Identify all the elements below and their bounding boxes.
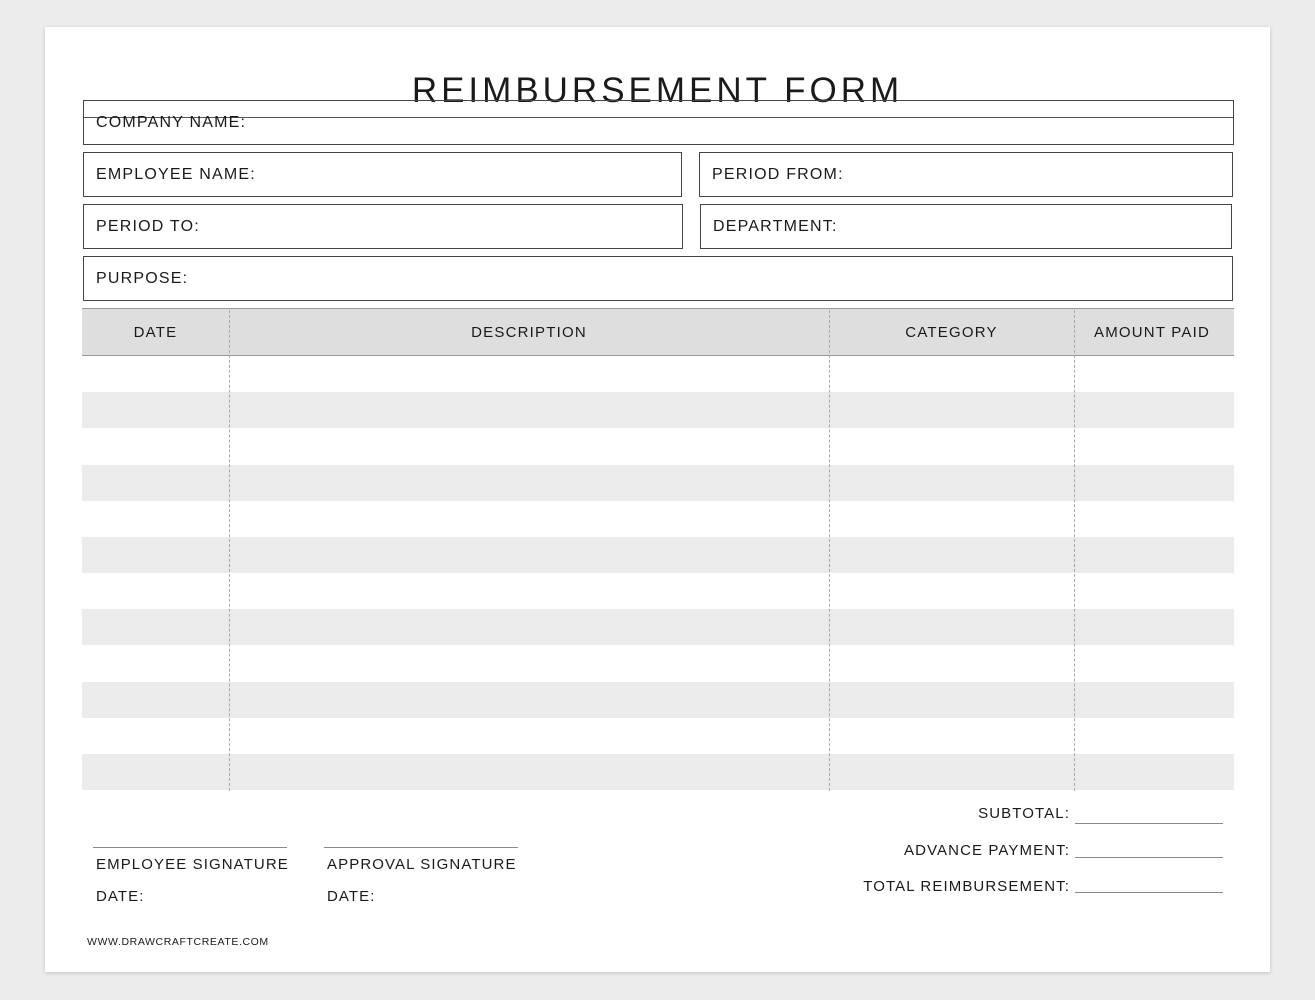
column-divider-description [829,310,830,791]
period-from-label: PERIOD FROM: [712,165,844,183]
table-row[interactable] [82,537,1234,573]
total-reimbursement-label: TOTAL REIMBURSEMENT: [863,878,1070,895]
expense-table-header [82,308,1234,356]
website-footer: WWW.DRAWCRAFTCREATE.COM [87,936,269,948]
table-row[interactable] [82,428,1234,464]
approval-signature-label: APPROVAL SIGNATURE [327,856,517,873]
purpose-field[interactable] [83,256,1233,301]
column-header-date: DATE [133,323,178,341]
department-label: DEPARTMENT: [713,217,838,235]
period-from-field[interactable] [699,152,1233,197]
form-page [45,27,1270,972]
table-row[interactable] [82,646,1234,682]
approval-signature-line[interactable] [324,847,518,848]
table-row[interactable] [82,356,1234,392]
purpose-label: PURPOSE: [96,269,189,287]
period-to-label: PERIOD TO: [96,217,200,235]
employee-signature-line[interactable] [93,847,287,848]
table-row[interactable] [82,501,1234,537]
column-header-category: CATEGORY [905,323,998,341]
table-row[interactable] [82,754,1234,790]
employee-name-label: EMPLOYEE NAME: [96,165,256,183]
table-row[interactable] [82,465,1234,501]
table-row[interactable] [82,682,1234,718]
employee-name-field[interactable] [83,152,682,197]
employee-date-label: DATE: [96,888,145,905]
total-reimbursement-line[interactable] [1075,892,1223,893]
table-row[interactable] [82,718,1234,754]
column-divider-date [229,310,230,791]
advance-payment-label: ADVANCE PAYMENT: [904,842,1070,859]
table-row[interactable] [82,392,1234,428]
department-field[interactable] [700,204,1232,249]
employee-signature-label: EMPLOYEE SIGNATURE [96,856,289,873]
advance-payment-line[interactable] [1075,857,1223,858]
subtotal-label: SUBTOTAL: [978,805,1070,822]
form-title: REIMBURSEMENT FORM [411,71,904,110]
column-header-amount-paid: AMOUNT PAID [1094,323,1210,341]
table-row[interactable] [82,609,1234,645]
company-name-field[interactable] [83,100,1234,145]
company-name-label: COMPANY NAME: [96,113,247,131]
table-row[interactable] [82,573,1234,609]
expense-table-body [82,356,1234,790]
period-to-field[interactable] [83,204,683,249]
column-header-description: DESCRIPTION [471,323,587,341]
approval-date-label: DATE: [327,888,376,905]
subtotal-line[interactable] [1075,823,1223,824]
column-divider-category [1074,310,1075,791]
